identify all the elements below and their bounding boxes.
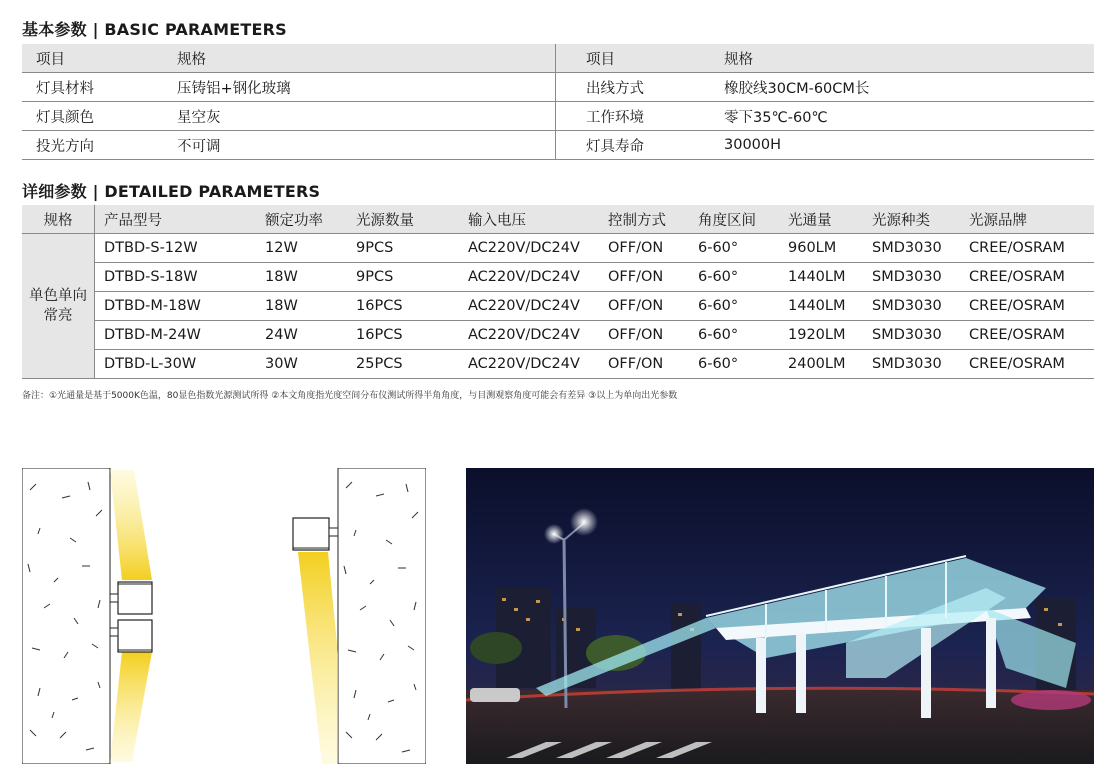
- group-label-line: 常亮: [43, 308, 73, 324]
- table-cell: 1920LM: [779, 321, 863, 350]
- table-header-row: [22, 205, 1094, 234]
- table-cell: 25PCS: [347, 350, 459, 379]
- beam-down: [110, 652, 152, 762]
- footnote: 备注：①光通量是基于5000K色温，80显色指数光源测试所得 ②本文角度指光度空间分布仪测试所得半角角度，与目测观察角度可能会有差异 ③以上为单向出光参数: [22, 391, 678, 401]
- table-cell: OFF/ON: [599, 350, 689, 379]
- table-cell: 1440LM: [779, 263, 863, 292]
- table-cell: 灯具颜色: [22, 102, 162, 131]
- table-cell: CREE/OSRAM: [960, 234, 1094, 263]
- table-row: [22, 73, 1094, 102]
- table-cell: AC220V/DC24V: [459, 234, 599, 263]
- beam-right: [298, 552, 338, 764]
- header-control: 控制方式: [599, 205, 689, 234]
- detailed-parameters-table: [22, 205, 1094, 379]
- right-wall: [338, 468, 426, 764]
- table-cell: 6-60°: [689, 234, 779, 263]
- header-lumen: 光通量: [779, 205, 863, 234]
- table-cell: 灯具寿命: [556, 131, 695, 160]
- table-row: [22, 292, 1094, 321]
- header-led-count: 光源数量: [347, 205, 459, 234]
- table-cell: 30W: [256, 350, 347, 379]
- table-cell: SMD3030: [863, 234, 960, 263]
- table-cell: AC220V/DC24V: [459, 321, 599, 350]
- group-label: [22, 234, 95, 379]
- left-wall: [22, 468, 110, 764]
- table-cell: CREE/OSRAM: [960, 292, 1094, 321]
- header-spec: 规格: [162, 44, 556, 73]
- basic-parameters-title: 基本参数 | BASIC PARAMETERS: [22, 20, 287, 39]
- table-cell: 9PCS: [347, 263, 459, 292]
- table-cell: 6-60°: [689, 321, 779, 350]
- table-cell: CREE/OSRAM: [960, 321, 1094, 350]
- group-label-line: 单色单向: [29, 288, 87, 304]
- header-led-type: 光源种类: [863, 205, 960, 234]
- table-cell: 星空灰: [162, 102, 556, 131]
- table-cell: 9PCS: [347, 234, 459, 263]
- header-power: 额定功率: [256, 205, 347, 234]
- wall-lamp-upper: [110, 582, 152, 614]
- table-cell: 投光方向: [22, 131, 162, 160]
- table-cell: 压铸铝+钢化玻璃: [162, 73, 556, 102]
- table-cell: 6-60°: [689, 292, 779, 321]
- table-header-row: [22, 44, 1094, 73]
- table-cell: OFF/ON: [599, 263, 689, 292]
- table-cell: 1440LM: [779, 292, 863, 321]
- table-cell: CREE/OSRAM: [960, 263, 1094, 292]
- header-brand: 光源品牌: [960, 205, 1094, 234]
- table-cell: 960LM: [779, 234, 863, 263]
- table-cell: DTBD-L-30W: [95, 350, 257, 379]
- table-cell: 30000H: [694, 131, 1094, 160]
- table-cell: 零下35℃-60℃: [694, 102, 1094, 131]
- table-cell: 18W: [256, 292, 347, 321]
- beam-up: [110, 470, 152, 580]
- header-item: 项目: [556, 44, 695, 73]
- table-cell: 18W: [256, 263, 347, 292]
- header-model: 产品型号: [95, 205, 257, 234]
- table-cell: 出线方式: [556, 73, 695, 102]
- table-cell: 24W: [256, 321, 347, 350]
- table-cell: 16PCS: [347, 321, 459, 350]
- table-cell: 16PCS: [347, 292, 459, 321]
- table-row: [22, 321, 1094, 350]
- pedestrian-bridge-photo: [466, 468, 1094, 764]
- table-cell: 橡胶线30CM-60CM长: [694, 73, 1094, 102]
- table-cell: SMD3030: [863, 350, 960, 379]
- wall-lamp-lower: [110, 620, 152, 652]
- table-cell: OFF/ON: [599, 292, 689, 321]
- header-item: 项目: [22, 44, 162, 73]
- header-angle: 角度区间: [689, 205, 779, 234]
- table-cell: 6-60°: [689, 263, 779, 292]
- table-row: [22, 263, 1094, 292]
- table-cell: DTBD-M-24W: [95, 321, 257, 350]
- table-cell: SMD3030: [863, 321, 960, 350]
- table-cell: 工作环境: [556, 102, 695, 131]
- header-spec: 规格: [694, 44, 1094, 73]
- table-cell: SMD3030: [863, 263, 960, 292]
- installation-diagram: [22, 468, 426, 764]
- table-cell: CREE/OSRAM: [960, 350, 1094, 379]
- table-row: [22, 350, 1094, 379]
- table-cell: 不可调: [162, 131, 556, 160]
- group-label-text: [29, 288, 87, 324]
- table-cell: 12W: [256, 234, 347, 263]
- table-row: [22, 234, 1094, 263]
- table-cell: AC220V/DC24V: [459, 350, 599, 379]
- table-cell: OFF/ON: [599, 321, 689, 350]
- table-row: [22, 131, 1094, 160]
- table-row: [22, 102, 1094, 131]
- table-cell: OFF/ON: [599, 234, 689, 263]
- table-cell: 灯具材料: [22, 73, 162, 102]
- table-cell: 2400LM: [779, 350, 863, 379]
- header-voltage: 输入电压: [459, 205, 599, 234]
- table-cell: SMD3030: [863, 292, 960, 321]
- basic-parameters-table: [22, 44, 1094, 160]
- table-cell: 6-60°: [689, 350, 779, 379]
- table-cell: DTBD-M-18W: [95, 292, 257, 321]
- wall-lamp-right: [293, 518, 338, 550]
- detailed-parameters-title: 详细参数 | DETAILED PARAMETERS: [22, 182, 321, 201]
- table-cell: DTBD-S-12W: [95, 234, 257, 263]
- header-spec: 规格: [22, 205, 95, 234]
- table-cell: DTBD-S-18W: [95, 263, 257, 292]
- table-cell: AC220V/DC24V: [459, 263, 599, 292]
- table-cell: AC220V/DC24V: [459, 292, 599, 321]
